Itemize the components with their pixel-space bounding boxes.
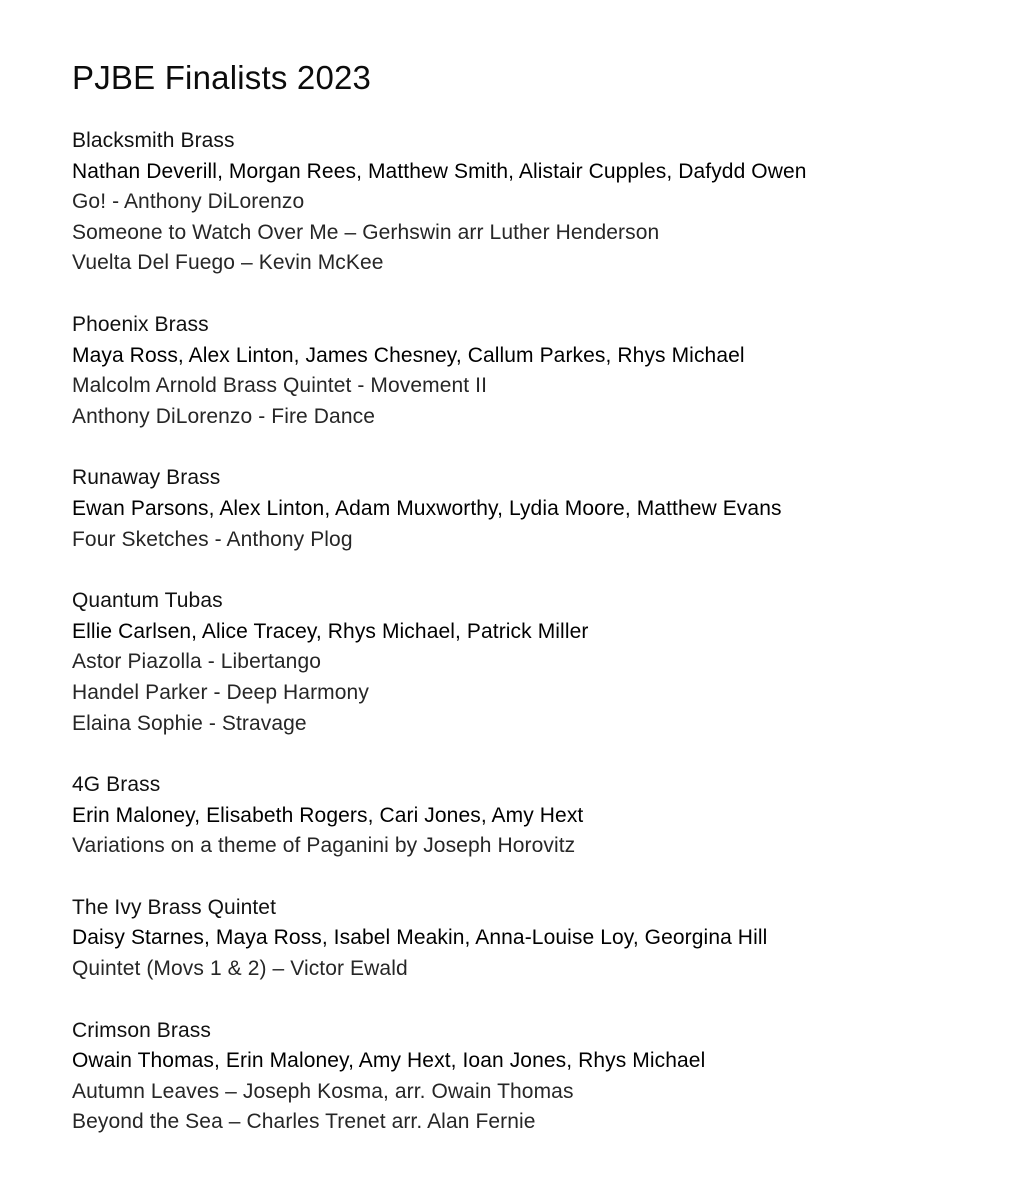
group-name: Crimson Brass — [72, 1018, 211, 1042]
finalist-group-runaway-brass — [72, 463, 1012, 555]
group-members: Daisy Starnes, Maya Ross, Isabel Meakin, Anna-Louise Loy, Georgina Hill — [72, 926, 768, 950]
repertoire-item: Someone to Watch Over Me – Gerhswin arr Luther Henderson — [72, 220, 660, 244]
repertoire-item: Vuelta Del Fuego – Kevin McKee — [72, 251, 384, 275]
group-name: Blacksmith Brass — [72, 129, 235, 152]
repertoire-item: Go! - Anthony DiLorenzo — [72, 190, 305, 214]
group-members: Erin Maloney, Elisabeth Rogers, Cari Jones, Amy Hext — [72, 803, 584, 827]
finalist-group-4g-brass — [72, 770, 1012, 862]
repertoire-item: Malcolm Arnold Brass Quintet - Movement II — [72, 374, 488, 398]
finalist-group-the-ivy-brass-quintet — [72, 893, 1012, 985]
group-name: The Ivy Brass Quintet — [72, 895, 277, 919]
repertoire-item: Handel Parker - Deep Harmony — [72, 680, 369, 704]
group-members: Ewan Parsons, Alex Linton, Adam Muxworthy, Lydia Moore, Matthew Evans — [72, 496, 782, 520]
repertoire-item: Astor Piazolla - Libertango — [72, 650, 321, 674]
repertoire-item: Beyond the Sea – Charles Trenet arr. Alan Fernie — [72, 1110, 536, 1134]
repertoire-item: Four Sketches - Anthony Plog — [72, 527, 353, 551]
repertoire-item: Variations on a theme of Paganini by Joseph Horovitz — [72, 834, 576, 858]
document-title: PJBE Finalists 2023 — [72, 59, 372, 96]
group-name: Runaway Brass — [72, 466, 221, 490]
finalist-group-quantum-tubas — [72, 586, 1012, 739]
repertoire-item: Elaina Sophie - Stravage — [72, 711, 307, 735]
finalist-group-crimson-brass — [72, 1016, 1012, 1138]
repertoire-item: Quintet (Movs 1 & 2) – Victor Ewald — [72, 957, 408, 981]
finalist-group-blacksmith-brass — [72, 126, 1012, 279]
group-members: Ellie Carlsen, Alice Tracey, Rhys Michael, Patrick Miller — [72, 619, 589, 643]
finalist-group-phoenix-brass — [72, 310, 1012, 432]
repertoire-item: Anthony DiLorenzo - Fire Dance — [72, 404, 375, 428]
group-name: Phoenix Brass — [72, 312, 209, 336]
group-members: Nathan Deverill, Morgan Rees, Matthew Smith, Alistair Cupples, Dafydd Owen — [72, 159, 807, 183]
repertoire-item: Autumn Leaves – Joseph Kosma, arr. Owain Thomas — [72, 1079, 574, 1103]
group-members: Maya Ross, Alex Linton, James Chesney, Callum Parkes, Rhys Michael — [72, 343, 745, 367]
group-name: Quantum Tubas — [72, 589, 223, 613]
document-page — [72, 58, 1012, 1169]
group-name: 4G Brass — [72, 773, 161, 797]
group-members: Owain Thomas, Erin Maloney, Amy Hext, Ioan Jones, Rhys Michael — [72, 1049, 706, 1073]
